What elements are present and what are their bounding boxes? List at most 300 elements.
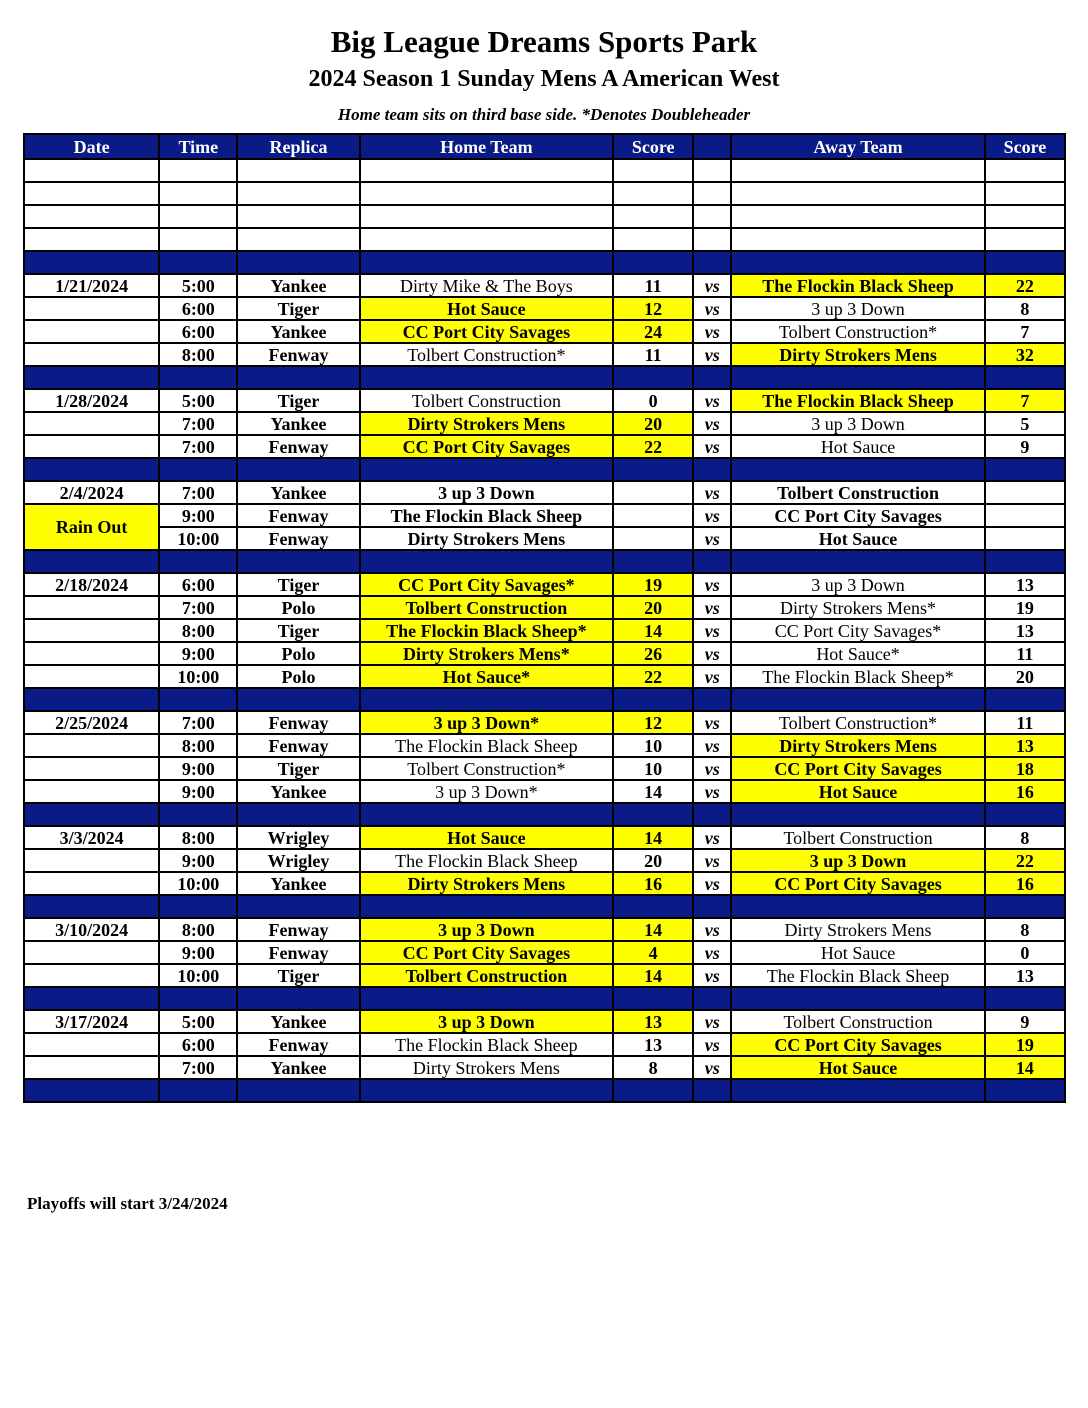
- home-team: Dirty Mike & The Boys: [360, 274, 613, 297]
- col-away-team: Away Team: [731, 134, 984, 159]
- home-score: [613, 504, 693, 527]
- empty-cell: [985, 205, 1065, 228]
- vs-label: vs: [693, 596, 731, 619]
- game-time: 6:00: [159, 297, 237, 320]
- game-row: [24, 573, 1065, 596]
- game-field: Yankee: [237, 780, 359, 803]
- home-team: Dirty Strokers Mens: [360, 527, 613, 550]
- home-score: 12: [613, 297, 693, 320]
- blank-row: [24, 159, 1065, 182]
- separator-cell: [731, 895, 984, 918]
- home-score: 26: [613, 642, 693, 665]
- game-field: Wrigley: [237, 826, 359, 849]
- game-time: 10:00: [159, 665, 237, 688]
- empty-cell: [985, 228, 1065, 251]
- game-field: Tiger: [237, 964, 359, 987]
- home-team: The Flockin Black Sheep: [360, 849, 613, 872]
- vs-label: vs: [693, 642, 731, 665]
- home-score: 24: [613, 320, 693, 343]
- empty-cell: [985, 182, 1065, 205]
- empty-cell: [24, 757, 159, 780]
- schedule-table: [23, 133, 1066, 1103]
- separator-cell: [731, 803, 984, 826]
- game-row: [24, 619, 1065, 642]
- separator-cell: [159, 987, 237, 1010]
- game-row: [24, 1056, 1065, 1079]
- separator-cell: [159, 688, 237, 711]
- empty-cell: [613, 159, 693, 182]
- separator-cell: [159, 895, 237, 918]
- empty-cell: [24, 964, 159, 987]
- away-score: 7: [985, 389, 1065, 412]
- separator-cell: [360, 366, 613, 389]
- rain-out-status: Rain Out: [24, 504, 159, 550]
- separator-cell: [360, 803, 613, 826]
- game-time: 6:00: [159, 320, 237, 343]
- game-time: 6:00: [159, 1033, 237, 1056]
- away-score: 14: [985, 1056, 1065, 1079]
- empty-cell: [24, 343, 159, 366]
- home-score: 22: [613, 435, 693, 458]
- home-team: Hot Sauce*: [360, 665, 613, 688]
- away-score: 16: [985, 872, 1065, 895]
- separator-row: [24, 895, 1065, 918]
- game-row: [24, 964, 1065, 987]
- away-team: CC Port City Savages: [731, 872, 984, 895]
- separator-row: [24, 251, 1065, 274]
- separator-cell: [360, 895, 613, 918]
- game-row: [24, 1010, 1065, 1033]
- empty-cell: [693, 228, 731, 251]
- game-field: Fenway: [237, 711, 359, 734]
- home-score: 13: [613, 1010, 693, 1033]
- separator-cell: [237, 366, 359, 389]
- away-score: 13: [985, 964, 1065, 987]
- separator-cell: [693, 550, 731, 573]
- game-field: Yankee: [237, 412, 359, 435]
- separator-cell: [24, 688, 159, 711]
- game-row: [24, 389, 1065, 412]
- game-row: [24, 527, 1065, 550]
- away-score: [985, 481, 1065, 504]
- separator-cell: [985, 458, 1065, 481]
- home-score: 20: [613, 412, 693, 435]
- game-time: 9:00: [159, 941, 237, 964]
- home-score: 10: [613, 757, 693, 780]
- col-date: Date: [24, 134, 159, 159]
- separator-cell: [24, 458, 159, 481]
- game-row: [24, 481, 1065, 504]
- game-field: Yankee: [237, 1010, 359, 1033]
- game-date: 3/10/2024: [24, 918, 159, 941]
- away-team: Dirty Strokers Mens: [731, 734, 984, 757]
- game-row: [24, 757, 1065, 780]
- away-team: Hot Sauce: [731, 780, 984, 803]
- home-team: 3 up 3 Down: [360, 1010, 613, 1033]
- col-vs: [693, 134, 731, 159]
- separator-cell: [985, 987, 1065, 1010]
- away-score: 22: [985, 274, 1065, 297]
- col-time: Time: [159, 134, 237, 159]
- empty-cell: [693, 159, 731, 182]
- vs-label: vs: [693, 826, 731, 849]
- away-team: Dirty Strokers Mens: [731, 918, 984, 941]
- separator-row: [24, 688, 1065, 711]
- separator-cell: [360, 1079, 613, 1102]
- away-team: Tolbert Construction*: [731, 711, 984, 734]
- home-score: 20: [613, 849, 693, 872]
- game-time: 8:00: [159, 918, 237, 941]
- home-team: The Flockin Black Sheep: [360, 1033, 613, 1056]
- empty-cell: [237, 159, 359, 182]
- home-team: Hot Sauce: [360, 297, 613, 320]
- away-score: 11: [985, 642, 1065, 665]
- vs-label: vs: [693, 711, 731, 734]
- home-team: Tolbert Construction: [360, 389, 613, 412]
- empty-cell: [159, 159, 237, 182]
- vs-label: vs: [693, 872, 731, 895]
- separator-row: [24, 803, 1065, 826]
- schedule-body: [24, 159, 1065, 1102]
- separator-cell: [985, 550, 1065, 573]
- away-team: The Flockin Black Sheep: [731, 389, 984, 412]
- game-row: [24, 918, 1065, 941]
- game-field: Fenway: [237, 918, 359, 941]
- game-time: 8:00: [159, 826, 237, 849]
- empty-cell: [731, 205, 984, 228]
- separator-cell: [237, 251, 359, 274]
- empty-cell: [24, 435, 159, 458]
- game-time: 5:00: [159, 274, 237, 297]
- separator-cell: [360, 688, 613, 711]
- separator-cell: [159, 458, 237, 481]
- away-team: 3 up 3 Down: [731, 297, 984, 320]
- game-field: Tiger: [237, 573, 359, 596]
- game-row: [24, 504, 1065, 527]
- home-team: The Flockin Black Sheep: [360, 734, 613, 757]
- game-row: [24, 872, 1065, 895]
- home-team: CC Port City Savages*: [360, 573, 613, 596]
- separator-cell: [613, 1079, 693, 1102]
- game-row: [24, 642, 1065, 665]
- home-team: 3 up 3 Down*: [360, 780, 613, 803]
- separator-cell: [985, 688, 1065, 711]
- vs-label: vs: [693, 1033, 731, 1056]
- game-date: 2/25/2024: [24, 711, 159, 734]
- empty-cell: [159, 228, 237, 251]
- away-team: Hot Sauce: [731, 435, 984, 458]
- separator-cell: [237, 895, 359, 918]
- home-score: [613, 527, 693, 550]
- empty-cell: [24, 412, 159, 435]
- home-score: 12: [613, 711, 693, 734]
- home-team: The Flockin Black Sheep: [360, 504, 613, 527]
- empty-cell: [613, 182, 693, 205]
- vs-label: vs: [693, 849, 731, 872]
- away-score: 8: [985, 297, 1065, 320]
- game-field: Fenway: [237, 504, 359, 527]
- game-row: [24, 435, 1065, 458]
- home-team: CC Port City Savages: [360, 320, 613, 343]
- away-team: Hot Sauce: [731, 1056, 984, 1079]
- away-score: 8: [985, 918, 1065, 941]
- away-team: CC Port City Savages: [731, 1033, 984, 1056]
- vs-label: vs: [693, 918, 731, 941]
- game-time: 7:00: [159, 435, 237, 458]
- vs-label: vs: [693, 964, 731, 987]
- game-date: 1/28/2024: [24, 389, 159, 412]
- separator-cell: [985, 803, 1065, 826]
- separator-cell: [613, 688, 693, 711]
- game-time: 8:00: [159, 734, 237, 757]
- separator-cell: [613, 366, 693, 389]
- game-field: Fenway: [237, 527, 359, 550]
- game-time: 10:00: [159, 527, 237, 550]
- game-time: 7:00: [159, 596, 237, 619]
- home-score: 16: [613, 872, 693, 895]
- vs-label: vs: [693, 1056, 731, 1079]
- game-field: Yankee: [237, 320, 359, 343]
- game-field: Fenway: [237, 734, 359, 757]
- game-field: Fenway: [237, 435, 359, 458]
- away-team: Hot Sauce: [731, 941, 984, 964]
- away-team: Hot Sauce: [731, 527, 984, 550]
- separator-cell: [731, 1079, 984, 1102]
- game-field: Tiger: [237, 619, 359, 642]
- home-score: 22: [613, 665, 693, 688]
- empty-cell: [24, 642, 159, 665]
- vs-label: vs: [693, 389, 731, 412]
- col-away-score: Score: [985, 134, 1065, 159]
- home-score: 14: [613, 918, 693, 941]
- home-team: Hot Sauce: [360, 826, 613, 849]
- home-score: 8: [613, 1056, 693, 1079]
- home-score: 4: [613, 941, 693, 964]
- home-score: 13: [613, 1033, 693, 1056]
- game-field: Wrigley: [237, 849, 359, 872]
- empty-cell: [693, 205, 731, 228]
- playoffs-note: Playoffs will start 3/24/2024: [27, 1194, 228, 1213]
- home-team: CC Port City Savages: [360, 435, 613, 458]
- game-time: 8:00: [159, 619, 237, 642]
- home-score: [613, 481, 693, 504]
- empty-cell: [24, 1033, 159, 1056]
- separator-cell: [731, 550, 984, 573]
- col-home-team: Home Team: [360, 134, 613, 159]
- away-score: 19: [985, 1033, 1065, 1056]
- empty-cell: [731, 159, 984, 182]
- game-time: 8:00: [159, 343, 237, 366]
- empty-cell: [24, 849, 159, 872]
- game-row: [24, 274, 1065, 297]
- game-row: [24, 1033, 1065, 1056]
- separator-cell: [613, 251, 693, 274]
- separator-cell: [24, 1079, 159, 1102]
- col-replica: Replica: [237, 134, 359, 159]
- separator-cell: [693, 987, 731, 1010]
- away-team: Dirty Strokers Mens*: [731, 596, 984, 619]
- home-team: 3 up 3 Down: [360, 481, 613, 504]
- game-date: 3/17/2024: [24, 1010, 159, 1033]
- game-date: 2/4/2024: [24, 481, 159, 504]
- schedule-header: [24, 134, 1065, 159]
- empty-cell: [24, 619, 159, 642]
- vs-label: vs: [693, 274, 731, 297]
- game-time: 9:00: [159, 757, 237, 780]
- away-score: 20: [985, 665, 1065, 688]
- game-date: 1/21/2024: [24, 274, 159, 297]
- empty-cell: [360, 182, 613, 205]
- empty-cell: [731, 182, 984, 205]
- separator-cell: [237, 803, 359, 826]
- game-time: 9:00: [159, 849, 237, 872]
- away-score: 9: [985, 435, 1065, 458]
- separator-cell: [24, 895, 159, 918]
- home-team: CC Port City Savages: [360, 941, 613, 964]
- empty-cell: [24, 1056, 159, 1079]
- away-score: 22: [985, 849, 1065, 872]
- separator-cell: [731, 458, 984, 481]
- game-field: Polo: [237, 642, 359, 665]
- game-row: [24, 826, 1065, 849]
- game-row: [24, 412, 1065, 435]
- vs-label: vs: [693, 941, 731, 964]
- separator-cell: [693, 251, 731, 274]
- vs-label: vs: [693, 780, 731, 803]
- away-score: 11: [985, 711, 1065, 734]
- game-row: [24, 297, 1065, 320]
- home-score: 11: [613, 274, 693, 297]
- empty-cell: [237, 182, 359, 205]
- separator-cell: [360, 987, 613, 1010]
- separator-cell: [613, 803, 693, 826]
- home-team: Dirty Strokers Mens: [360, 872, 613, 895]
- separator-row: [24, 550, 1065, 573]
- game-field: Yankee: [237, 872, 359, 895]
- blank-row: [24, 228, 1065, 251]
- away-team: CC Port City Savages: [731, 504, 984, 527]
- empty-cell: [613, 228, 693, 251]
- home-score: 10: [613, 734, 693, 757]
- separator-cell: [159, 366, 237, 389]
- game-row: [24, 780, 1065, 803]
- vs-label: vs: [693, 297, 731, 320]
- separator-row: [24, 366, 1065, 389]
- game-row: [24, 711, 1065, 734]
- game-time: 5:00: [159, 1010, 237, 1033]
- game-time: 7:00: [159, 412, 237, 435]
- separator-cell: [237, 550, 359, 573]
- separator-cell: [731, 688, 984, 711]
- home-team: Dirty Strokers Mens: [360, 1056, 613, 1079]
- away-score: 13: [985, 734, 1065, 757]
- away-team: 3 up 3 Down: [731, 412, 984, 435]
- home-team: Tolbert Construction*: [360, 343, 613, 366]
- vs-label: vs: [693, 320, 731, 343]
- game-time: 10:00: [159, 964, 237, 987]
- away-score: 13: [985, 619, 1065, 642]
- home-team: Tolbert Construction*: [360, 757, 613, 780]
- empty-cell: [985, 159, 1065, 182]
- game-field: Tiger: [237, 297, 359, 320]
- home-score: 19: [613, 573, 693, 596]
- separator-cell: [159, 550, 237, 573]
- home-team: 3 up 3 Down*: [360, 711, 613, 734]
- away-score: 5: [985, 412, 1065, 435]
- home-score: 0: [613, 389, 693, 412]
- away-team: CC Port City Savages: [731, 757, 984, 780]
- away-team: Dirty Strokers Mens: [731, 343, 984, 366]
- game-field: Polo: [237, 665, 359, 688]
- home-score: 14: [613, 964, 693, 987]
- vs-label: vs: [693, 504, 731, 527]
- separator-cell: [24, 251, 159, 274]
- separator-cell: [693, 366, 731, 389]
- vs-label: vs: [693, 435, 731, 458]
- game-row: [24, 343, 1065, 366]
- vs-label: vs: [693, 619, 731, 642]
- game-field: Fenway: [237, 343, 359, 366]
- separator-cell: [159, 1079, 237, 1102]
- home-team: Dirty Strokers Mens: [360, 412, 613, 435]
- separator-row: [24, 987, 1065, 1010]
- separator-cell: [693, 803, 731, 826]
- separator-cell: [613, 987, 693, 1010]
- game-time: 7:00: [159, 711, 237, 734]
- separator-cell: [985, 251, 1065, 274]
- empty-cell: [24, 596, 159, 619]
- home-team: The Flockin Black Sheep*: [360, 619, 613, 642]
- away-team: Tolbert Construction: [731, 1010, 984, 1033]
- game-field: Fenway: [237, 1033, 359, 1056]
- away-score: 32: [985, 343, 1065, 366]
- away-team: 3 up 3 Down: [731, 849, 984, 872]
- away-team: The Flockin Black Sheep: [731, 964, 984, 987]
- separator-cell: [159, 803, 237, 826]
- game-field: Tiger: [237, 757, 359, 780]
- page-note: Home team sits on third base side. *Denotes Doubleheader: [337, 105, 751, 124]
- game-time: 5:00: [159, 389, 237, 412]
- separator-cell: [360, 550, 613, 573]
- separator-cell: [731, 987, 984, 1010]
- empty-cell: [613, 205, 693, 228]
- empty-cell: [24, 228, 159, 251]
- game-field: Fenway: [237, 941, 359, 964]
- game-field: Polo: [237, 596, 359, 619]
- game-time: 9:00: [159, 642, 237, 665]
- separator-cell: [24, 366, 159, 389]
- separator-cell: [731, 366, 984, 389]
- separator-cell: [985, 895, 1065, 918]
- game-row: [24, 734, 1065, 757]
- game-time: 6:00: [159, 573, 237, 596]
- home-score: 11: [613, 343, 693, 366]
- away-team: The Flockin Black Sheep: [731, 274, 984, 297]
- away-team: Tolbert Construction*: [731, 320, 984, 343]
- empty-cell: [731, 228, 984, 251]
- vs-label: vs: [693, 1010, 731, 1033]
- separator-cell: [237, 1079, 359, 1102]
- away-team: Hot Sauce*: [731, 642, 984, 665]
- empty-cell: [24, 159, 159, 182]
- away-score: [985, 504, 1065, 527]
- empty-cell: [24, 780, 159, 803]
- separator-cell: [613, 550, 693, 573]
- empty-cell: [24, 941, 159, 964]
- away-score: 9: [985, 1010, 1065, 1033]
- separator-row: [24, 458, 1065, 481]
- vs-label: vs: [693, 734, 731, 757]
